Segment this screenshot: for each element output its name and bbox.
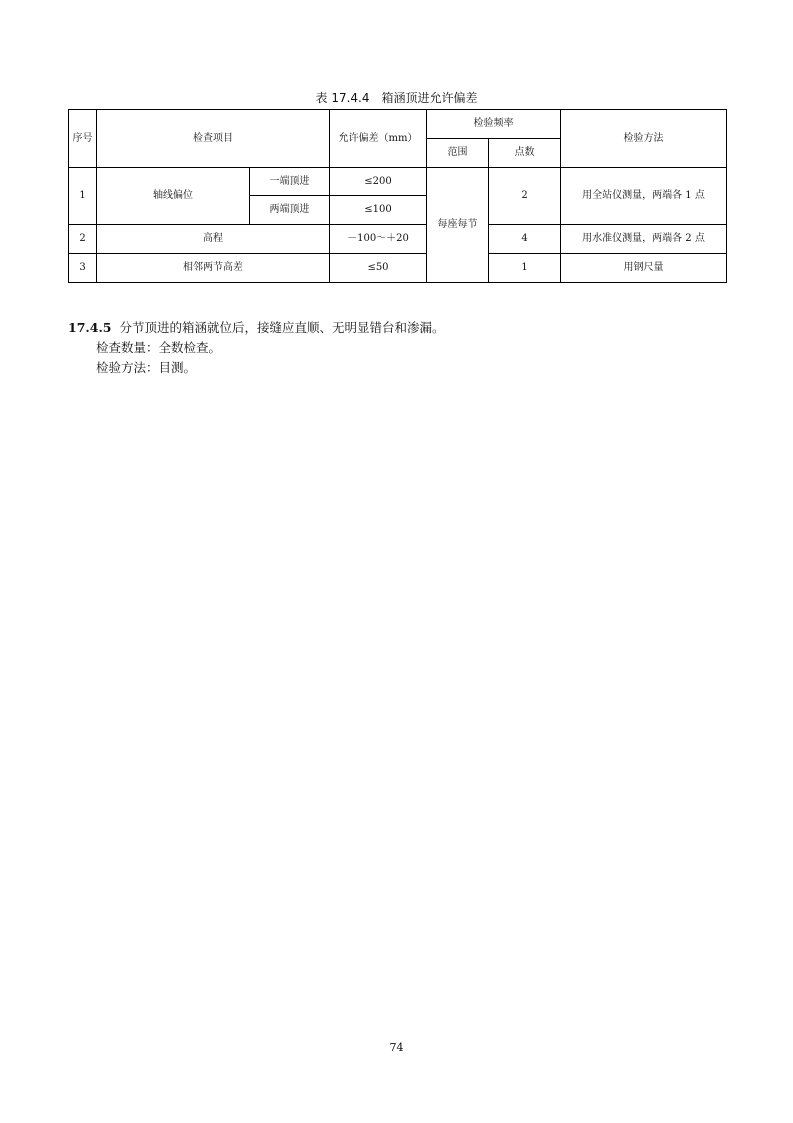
row-1b-sub: 两端顶进 [250, 196, 330, 225]
row-2-seq: 2 [69, 225, 97, 254]
row-3-item: 相邻两节高差 [97, 254, 330, 283]
row-3-tolerance: ≤50 [330, 254, 427, 283]
header-method: 检验方法 [561, 110, 727, 168]
table-title: 表 17.4.4 箱涵顶进允许偏差 [315, 91, 478, 105]
row-2-method: 用水准仪测量，两端各 2 点 [561, 225, 727, 254]
header-tolerance: 允许偏差（mm） [330, 110, 427, 168]
clause-17-4-5 [68, 318, 445, 338]
row-2-tolerance: －100～＋20 [330, 225, 427, 254]
range-cell: 每座每节 [427, 168, 489, 283]
clause-number: 17.4.5 [68, 320, 112, 335]
row-1a-tolerance: ≤200 [330, 168, 427, 196]
row-1-method: 用全站仪测量，两端各 1 点 [561, 168, 727, 225]
row-1-seq: 1 [69, 168, 97, 225]
row-2-item: 高程 [97, 225, 330, 254]
row-1-points: 2 [489, 168, 561, 225]
header-points: 点数 [489, 139, 561, 168]
row-1-item: 轴线偏位 [97, 168, 250, 225]
row-2-points: 4 [489, 225, 561, 254]
page-number: 74 [389, 1041, 404, 1054]
clause-text: 分节顶进的箱涵就位后，接缝应直顺、无明显错台和渗漏。 [119, 320, 445, 335]
header-item: 检查项目 [97, 110, 330, 168]
tolerance-table [68, 109, 727, 283]
header-range: 范围 [427, 139, 489, 168]
header-frequency: 检验频率 [427, 110, 561, 139]
row-3-points: 1 [489, 254, 561, 283]
row-1b-tolerance: ≤100 [330, 196, 427, 225]
row-3-seq: 3 [69, 254, 97, 283]
header-seq: 序号 [69, 110, 97, 168]
inspection-method: 检验方法：目测。 [96, 360, 197, 375]
row-1a-sub: 一端顶进 [250, 168, 330, 196]
row-3-method: 用钢尺量 [561, 254, 727, 283]
inspection-quantity: 检查数量：全数检查。 [96, 340, 222, 355]
